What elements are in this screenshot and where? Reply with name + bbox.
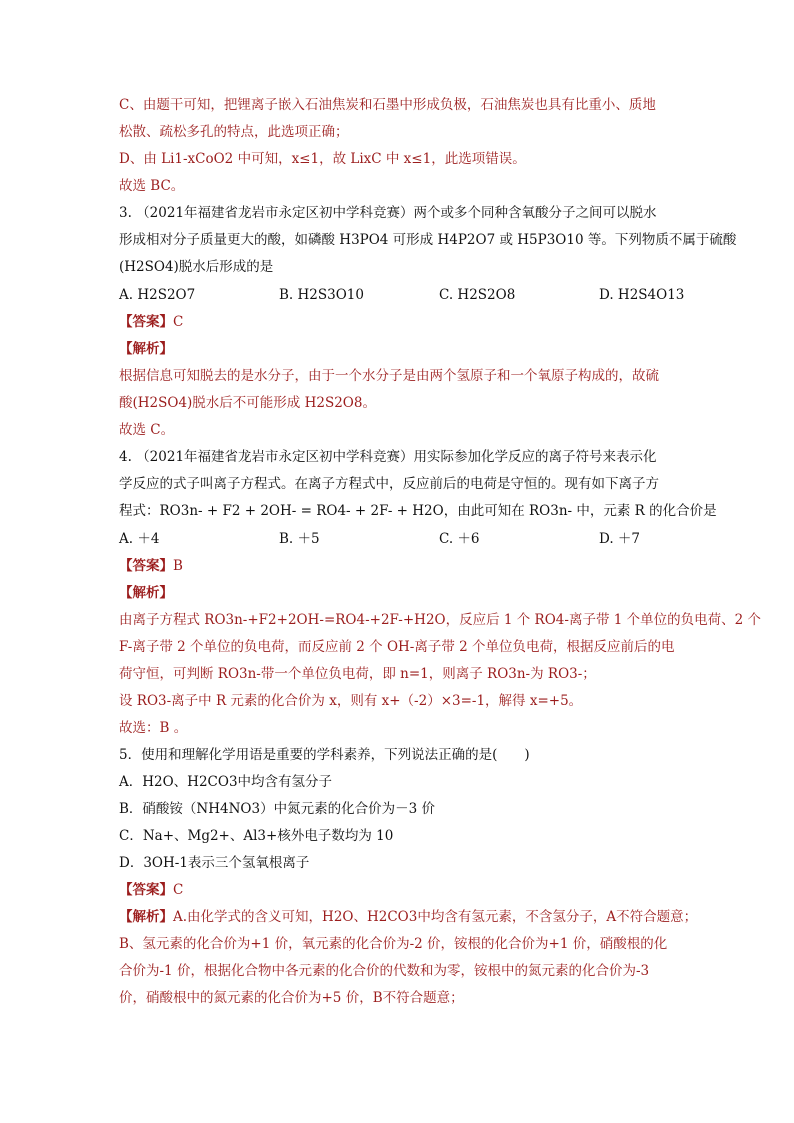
q4-stem-line3: 程式：RO3n- + F2 + 2OH- = RO4- + 2F- + H2O，由此可知在 RO3n- 中，元素 R 的化合价是 <box>119 503 717 519</box>
q3-options <box>119 281 685 309</box>
q5-analysis-line1: A.由化学式的含义可知，H2O、H2CO3中均含有氢元素，不含氢分子，A不符合题意； <box>173 909 698 925</box>
q5-analysis-line2: B、氢元素的化合价为+1 价，氧元素的化合价为-2 价，铵根的化合价为+1 价，硝酸根的化 <box>119 936 668 952</box>
q4-conclusion: 故选：B 。 <box>119 720 188 736</box>
q4-option-a: A. ＋4 <box>119 531 160 547</box>
q5-analysis-line3: 合价为-1 价，根据化合物中各元素的化合价的代数和为零，铵根中的氮元素的化合价为-3 <box>119 963 650 979</box>
q4-answer: B <box>173 558 183 574</box>
q3-conclusion: 故选 C。 <box>119 422 175 438</box>
q5-answer-row <box>119 877 679 904</box>
q4-option-d: D. ＋7 <box>599 531 641 547</box>
q4-answer-row <box>119 553 679 580</box>
prev-option-c-line1: C、由题干可知，把锂离子嵌入石油焦炭和石墨中形成负极，石油焦炭也具有比重小、质地 <box>119 97 656 113</box>
q4-answer-tag: 【答案】 <box>119 558 173 574</box>
q5-answer-tag: 【答案】 <box>119 882 173 898</box>
q5-option-c: C．Na+、Mg2+、Al3+核外电子数均为 10 <box>119 828 394 844</box>
q3-stem-line3: (H2SO4)脱水后形成的是 <box>119 259 274 275</box>
q5-analysis-row <box>119 904 698 931</box>
q4-option-b: B. ＋5 <box>279 531 320 547</box>
q3-option-a: A. H2S2O7 <box>119 287 196 303</box>
q3-stem-line2: 形成相对分子质量更大的酸，如磷酸 H3PO4 可形成 H4P2O7 或 H5P3O10 等。下列物质不属于硫酸 <box>119 232 737 248</box>
q5-stem: 5．使用和理解化学用语是重要的学科素养，下列说法正确的是( ) <box>119 747 530 763</box>
q4-stem-line2: 学反应的式子叫离子方程式。在离子方程式中，反应前后的电荷是守恒的。现有如下离子方 <box>119 476 659 492</box>
q3-answer-row <box>119 309 679 336</box>
q4-analysis-line3: 荷守恒，可判断 RO3n-带一个单位负电荷，即 n=1，则离子 RO3n-为 RO3-； <box>119 666 596 682</box>
q5-analysis-line4: 价，硝酸根中的氮元素的化合价为+5 价，B不符合题意； <box>119 990 464 1006</box>
q4-stem-line1: 4. （2021年福建省龙岩市永定区初中学科竞赛）用实际参加化学反应的离子符号来表示化 <box>119 449 657 465</box>
q4-options <box>119 525 679 553</box>
q5-option-b: B．硝酸铵（NH4NO3）中氮元素的化合价为－3 价 <box>119 801 435 817</box>
q3-stem-line1: 3. （2021年福建省龙岩市永定区初中学科竞赛）两个或多个同种含氧酸分子之间可以脱水 <box>119 205 657 221</box>
q5-answer: C <box>173 882 184 898</box>
q4-analysis-tag: 【解析】 <box>119 585 173 601</box>
q4-analysis-line2: F-离子带 2 个单位的负电荷，而反应前 2 个 OH-离子带 2 个单位负电荷，根据反应前后的电 <box>119 639 675 655</box>
q3-option-d: D. H2S4O13 <box>599 287 685 303</box>
q5-analysis-tag: 【解析】 <box>119 909 173 925</box>
q4-option-c: C. ＋6 <box>439 531 480 547</box>
q3-option-c: C. H2S2O8 <box>439 287 516 303</box>
q4-analysis-line4: 设 RO3-离子中 R 元素的化合价为 x，则有 x+（-2）×3=-1，解得 x=+5。 <box>119 693 583 709</box>
q3-option-b: B. H2S3O10 <box>279 287 364 303</box>
q5-option-d: D．3OH-1表示三个氢氧根离子 <box>119 855 310 871</box>
prev-conclusion: 故选 BC。 <box>119 178 185 194</box>
q3-analysis-line2: 酸(H2SO4)脱水后不可能形成 H2S2O8。 <box>119 395 376 411</box>
q3-answer: C <box>173 314 184 330</box>
q4-analysis-line1: 由离子方程式 RO3n-+F2+2OH-=RO4-+2F-+H2O，反应后 1 个 RO4-离子带 1 个单位的负电荷、2 个 <box>119 612 761 628</box>
prev-option-c-line2: 松散、疏松多孔的特点，此选项正确； <box>119 124 349 140</box>
q3-analysis-line1: 根据信息可知脱去的是水分子，由于一个水分子是由两个氢原子和一个氧原子构成的，故硫 <box>119 368 659 384</box>
q5-option-a: A．H2O、H2CO3中均含有氢分子 <box>119 774 333 790</box>
document-page <box>119 92 761 1012</box>
q3-answer-tag: 【答案】 <box>119 314 173 330</box>
prev-option-d-line: D、由 Li1-xCoO2 中可知，x≤1，故 LixC 中 x≤1，此选项错误。 <box>119 151 526 167</box>
q3-analysis-tag: 【解析】 <box>119 341 173 357</box>
